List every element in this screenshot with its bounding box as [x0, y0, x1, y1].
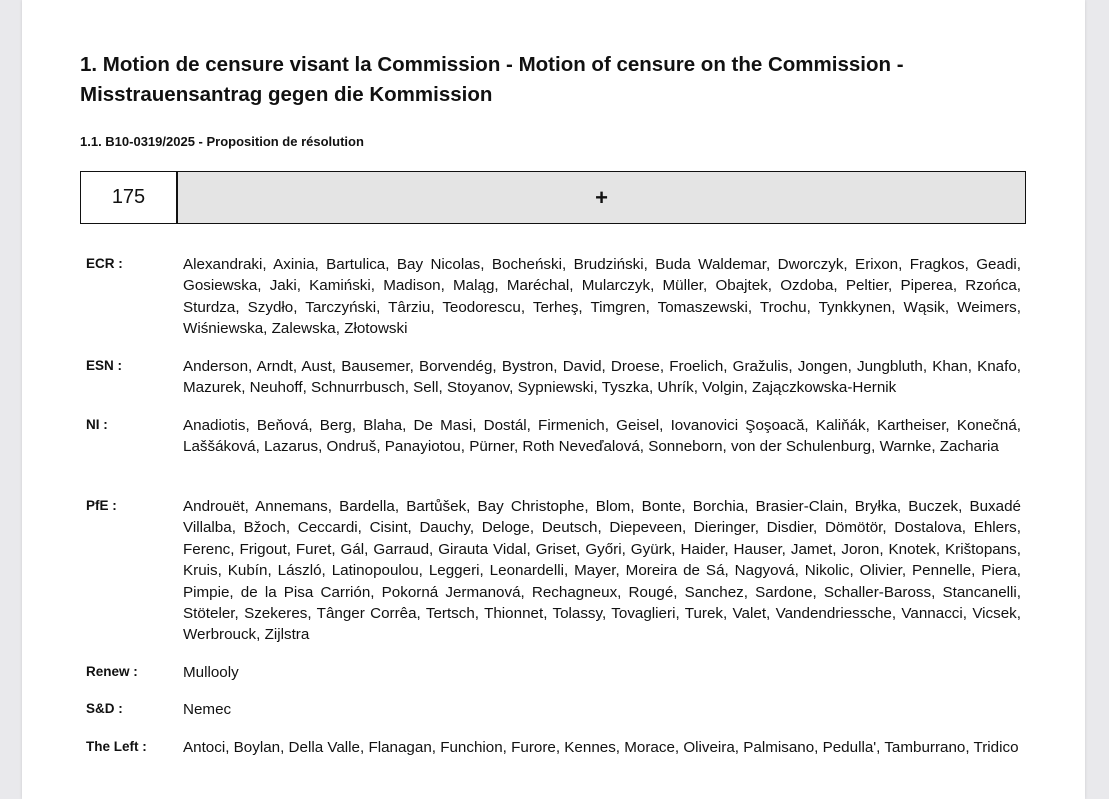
group-members: Anadiotis, Beňová, Berg, Blaha, De Masi, Dostál, Firmenich, Geisel, Iovanovici Şoşoacă, Kaliňák, Kartheiser, Konečná, Laššáková, Lazarus, Ondruš, Panayiotou, Pürner, Roth Neveďalová, Sonneborn, von der Schulenburg, Warnke, Zacharia — [183, 417, 1021, 456]
group-label: PfE : — [86, 498, 117, 513]
group-members: Alexandraki, Axinia, Bartulica, Bay Nicolas, Bocheński, Brudziński, Buda Waldemar, Dworczyk, Erixon, Fragkos, Geadi, Gosiewska, Jaki, Kamiński, Madison, Maląg, Maréchal, Mularczyk, Müller, Obajtek, Ozdoba, Peltier, Piperea, Rzońca, Sturdza, Szydło, Tarczyński, Târziu, Teodorescu, Terheş, Timgren, Tomaszewski, Trochu, Tynkkynen, Wąsik, Weimers, Wiśniewska, Zalewska, Złotowski — [183, 256, 1021, 338]
vote-count: 175 — [81, 172, 178, 223]
group-label: The Left : — [86, 739, 147, 754]
vote-result-box — [80, 171, 1026, 224]
page-title: 1. Motion de censure visant la Commission - Motion of censure on the Commission - Misstrauensantrag gegen die Kommission — [80, 53, 904, 106]
group-members: Antoci, Boylan, Della Valle, Flanagan, Funchion, Furore, Kennes, Morace, Oliveira, Palmisano, Pedulla', Tamburrano, Tridico — [183, 739, 1019, 756]
document-page — [22, 0, 1085, 799]
group-members: Androuët, Annemans, Bardella, Bartůšek, Bay Christophe, Blom, Bonte, Borchia, Brasier-Clain, Bryłka, Buczek, Buxadé Villalba, Bžoch, Ceccardi, Cisint, Dauchy, Deloge, Deutsch, Diepeveen, Dieringer, Disdier, Dömötör, Dostalova, Ehlers, Ferenc, Frigout, Furet, Gál, Garraud, Girauta Vidal, Griset, Győri, Gyürk, Haider, Hauser, Jamet, Joron, Knotek, Krištopans, Kruis, Kubín, László, Latinopoulou, Leggeri, Leonardelli, Mayer, Moreira de Sá, Nagyová, Nikolic, Olivier, Pennelle, Piera, Pimpie, de la Pisa Carrión, Pokorná Jermanová, Rechagneux, Rougé, Sanchez, Sardone, Schaller-Baross, Stancanelli, Stöteler, Szekeres, Tânger Corrêa, Tertsch, Thionnet, Tolassy, Tovaglieri, Turek, Valet, Vandendriessche, Vannacci, Vicsek, Werbrouck, Zijlstra — [183, 498, 1021, 644]
vote-sign: + — [178, 172, 1025, 223]
group-members: Mullooly — [183, 664, 239, 681]
resolution-subtitle: 1.1. B10-0319/2025 - Proposition de résolution — [80, 134, 364, 149]
group-members: Anderson, Arndt, Aust, Bausemer, Borvendég, Bystron, David, Droese, Froelich, Gražulis, Jongen, Jungbluth, Khan, Knafo, Mazurek, Neuhoff, Schnurrbusch, Sell, Stoyanov, Sypniewski, Tyszka, Uhrík, Volgin, Zajączkowska-Hernik — [183, 358, 1021, 397]
group-label: S&D : — [86, 701, 123, 716]
group-label: ECR : — [86, 256, 123, 271]
group-label: ESN : — [86, 358, 123, 373]
group-label: NI : — [86, 417, 108, 432]
group-members: Nemec — [183, 701, 232, 718]
group-label: Renew : — [86, 664, 138, 679]
